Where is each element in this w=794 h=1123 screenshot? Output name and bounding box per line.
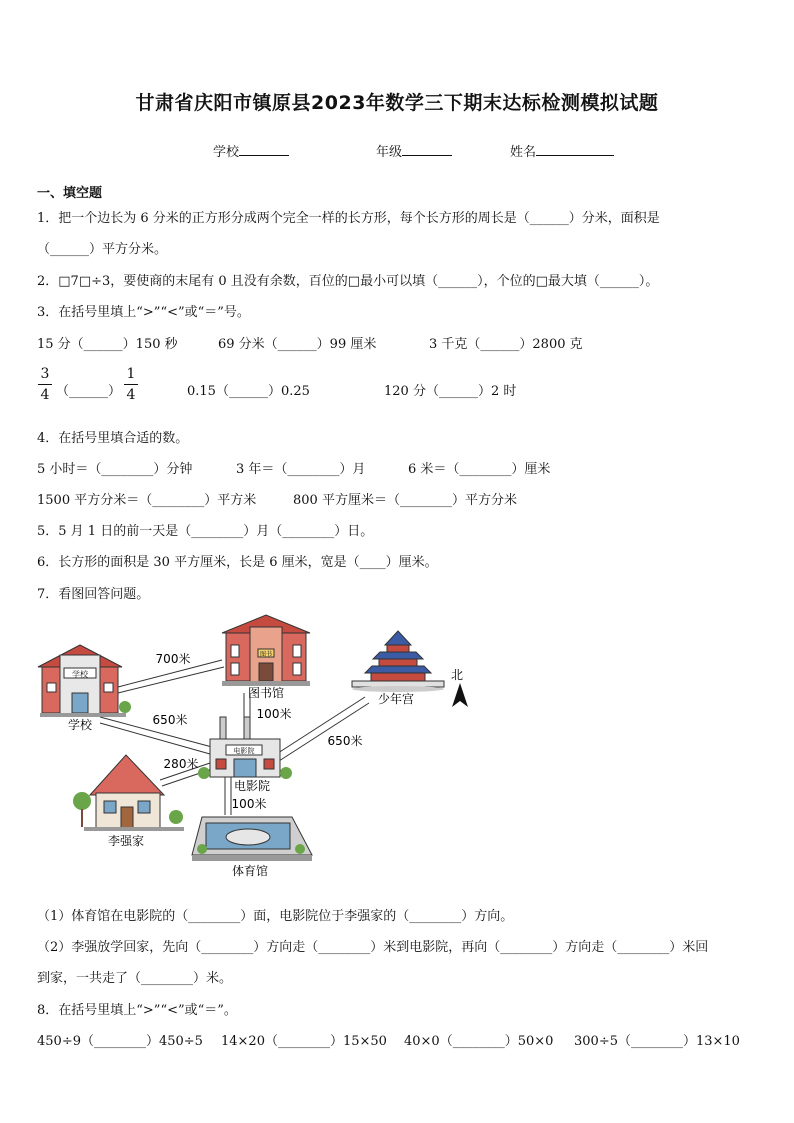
grade-blank[interactable] bbox=[402, 143, 452, 156]
school-field bbox=[213, 141, 289, 160]
distance-school-library: 700米 bbox=[155, 652, 191, 666]
grade-field bbox=[376, 141, 452, 160]
map-label-palace: 少年宫 bbox=[377, 692, 415, 706]
map-label-lihouse: 李强家 bbox=[107, 834, 145, 848]
q4-item-4: 1500 平方分米＝（________）平方米 bbox=[37, 493, 257, 508]
question-5: 5．5 月 1 日的前一天是（________）月（________）日。 bbox=[37, 524, 374, 539]
distance-school-cinema: 650米 bbox=[152, 713, 188, 727]
fraction-numerator: 3 bbox=[40, 366, 50, 382]
page-title: 甘肃省庆阳市镇原县2023年数学三下期末达标检测模拟试题 bbox=[135, 92, 659, 114]
question-7-part-2-line-1: （2）李强放学回家，先向（________）方向走（________）米到电影院，再向（________）方向走（________）米回 bbox=[37, 940, 709, 955]
q4-item-2: 3 年＝（________）月 bbox=[236, 462, 366, 477]
school-building bbox=[38, 645, 131, 717]
q8-item-3: 40×0（________）50×0 bbox=[404, 1034, 554, 1049]
school-label: 学校 bbox=[213, 145, 240, 160]
question-4: 4．在括号里填合适的数。 bbox=[37, 431, 189, 446]
question-6: 6．长方形的面积是 30 平方厘米，长是 6 厘米，宽是（____）厘米。 bbox=[37, 555, 438, 570]
q3-item-5: 0.15（______）0.25 bbox=[187, 384, 310, 399]
map-label-school: 学校 bbox=[67, 718, 93, 732]
distance-library-cinema: 100米 bbox=[256, 707, 292, 721]
library-building bbox=[222, 615, 310, 686]
question-7-part-1: （1）体育馆在电影院的（________）面，电影院位于李强家的（________）方向。 bbox=[37, 909, 514, 924]
question-1-line-1: 1．把一个边长为 6 分米的正方形分成两个完全一样的长方形，每个长方形的周长是（______）分米，面积是 bbox=[37, 211, 660, 226]
q3-item-2: 69 分米（______）99 厘米 bbox=[218, 337, 377, 352]
grade-label: 年级 bbox=[376, 145, 403, 160]
q4-item-1: 5 小时＝（________）分钟 bbox=[37, 462, 193, 477]
map-label-cinema: 电影院 bbox=[233, 779, 271, 793]
name-label: 姓名 bbox=[510, 145, 537, 160]
fraction-numerator: 1 bbox=[126, 366, 136, 382]
q8-item-4: 300÷5（________）13×10 bbox=[574, 1034, 740, 1049]
school-sign: 学校 bbox=[72, 670, 88, 679]
fraction-denominator: 4 bbox=[40, 387, 50, 403]
distance-cinema-gym: 100米 bbox=[231, 797, 267, 811]
cinema-sign: 电影院 bbox=[233, 747, 255, 755]
question-8: 8．在括号里填上“>”“<”或“＝”。 bbox=[37, 1003, 237, 1018]
map-label-library: 图书馆 bbox=[247, 686, 285, 700]
q3-fraction-blank: （______） bbox=[56, 384, 122, 399]
section-heading: 一、填空题 bbox=[37, 186, 103, 201]
question-7: 7．看图回答问题。 bbox=[37, 587, 150, 602]
name-field bbox=[510, 141, 614, 160]
name-blank[interactable] bbox=[536, 143, 614, 156]
distance-palace-cinema: 650米 bbox=[327, 734, 363, 748]
question-7-part-2-line-2: 到家，一共走了（________）米。 bbox=[37, 971, 233, 986]
q4-item-3: 6 米＝（________）厘米 bbox=[408, 462, 551, 477]
library-sign: 图书 bbox=[259, 651, 273, 658]
q3-item-1: 15 分（______）150 秒 bbox=[37, 337, 178, 352]
gym-building bbox=[192, 817, 312, 861]
map-label-gym: 体育馆 bbox=[231, 864, 269, 878]
q8-item-1: 450÷9（________）450÷5 bbox=[37, 1034, 203, 1049]
q3-item-3: 3 千克（______）2800 克 bbox=[429, 337, 583, 352]
cinema-building bbox=[198, 717, 292, 779]
q4-item-5: 800 平方厘米＝（________）平方分米 bbox=[293, 493, 517, 508]
question-2: 2．□7□÷3，要使商的末尾有 0 且没有余数，百位的□最小可以填（______），个位的□最大填（______）。 bbox=[37, 274, 659, 289]
question-1-line-2: （______）平方分米。 bbox=[37, 242, 168, 257]
q3-item-6: 120 分（______）2 时 bbox=[384, 384, 517, 399]
question-3: 3．在括号里填上“>”“<”或“＝”号。 bbox=[37, 305, 250, 320]
map-label-north: 北 bbox=[450, 668, 464, 682]
north-arrow-icon bbox=[452, 683, 468, 707]
school-blank[interactable] bbox=[239, 143, 289, 156]
palace-building bbox=[352, 631, 444, 692]
fraction-denominator: 4 bbox=[126, 387, 136, 403]
map-figure bbox=[30, 605, 490, 895]
distance-lihouse-cinema: 280米 bbox=[163, 757, 199, 771]
q8-item-2: 14×20（________）15×50 bbox=[221, 1034, 387, 1049]
